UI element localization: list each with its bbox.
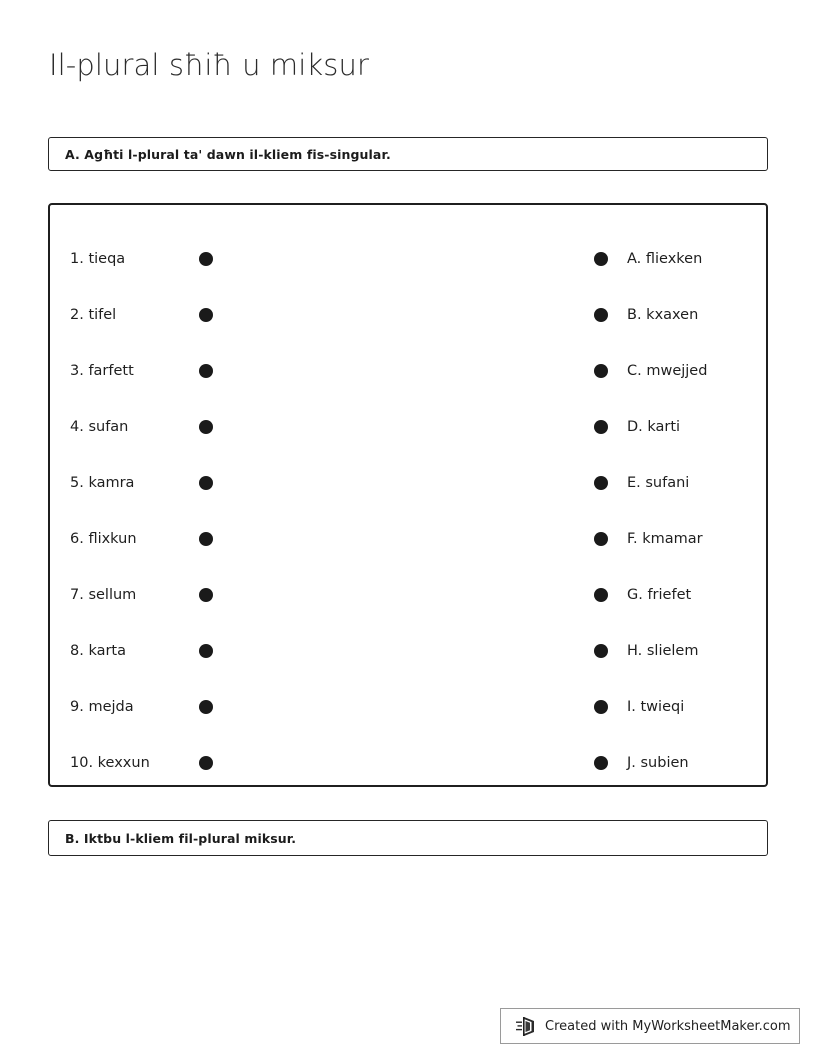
prompt-label: 10. kexxun (70, 755, 150, 771)
table-row (50, 399, 766, 455)
answer-label: J. subien (627, 755, 689, 771)
answer-cell (408, 755, 766, 771)
prompt-label: 6. flixkun (70, 531, 137, 547)
match-dot-right[interactable] (594, 532, 608, 546)
table-row (50, 567, 766, 623)
answer-cell (408, 643, 766, 659)
match-dot-left[interactable] (199, 588, 213, 602)
match-dot-left[interactable] (199, 644, 213, 658)
table-row (50, 343, 766, 399)
section-b-instruction-bar (48, 820, 768, 856)
match-dot-right[interactable] (594, 308, 608, 322)
match-dot-left[interactable] (199, 420, 213, 434)
section-b-instruction-text: B. Iktbu l-kliem fil-plural miksur. (65, 830, 297, 846)
match-dot-right[interactable] (594, 420, 608, 434)
answer-label: G. friefet (627, 587, 692, 603)
answer-label: D. karti (627, 419, 681, 435)
answer-label: I. twieqi (627, 699, 685, 715)
prompt-cell (50, 363, 408, 379)
prompt-label: 3. farfett (70, 363, 134, 379)
table-row (50, 231, 766, 287)
match-dot-left[interactable] (199, 532, 213, 546)
match-dot-right[interactable] (594, 756, 608, 770)
prompt-cell (50, 419, 408, 435)
prompt-cell (50, 643, 408, 659)
match-dot-left[interactable] (199, 756, 213, 770)
footer-attribution-text: Created with MyWorksheetMaker.com (545, 1018, 791, 1034)
match-dot-right[interactable] (594, 588, 608, 602)
prompt-cell (50, 699, 408, 715)
prompt-label: 4. sufan (70, 419, 129, 435)
match-dot-left[interactable] (199, 700, 213, 714)
table-row (50, 455, 766, 511)
matching-exercise-panel (48, 203, 768, 787)
prompt-label: 8. karta (70, 643, 127, 659)
answer-label: B. kxaxen (627, 307, 699, 323)
table-row (50, 511, 766, 567)
match-dot-left[interactable] (199, 476, 213, 490)
prompt-cell (50, 251, 408, 267)
prompt-cell (50, 307, 408, 323)
answer-label: A. fliexken (627, 251, 703, 267)
prompt-label: 5. kamra (70, 475, 135, 491)
prompt-cell (50, 755, 408, 771)
prompt-label: 2. tifel (70, 307, 117, 323)
answer-label: H. slielem (627, 643, 699, 659)
answer-cell (408, 363, 766, 379)
answer-cell (408, 475, 766, 491)
footer-attribution-badge[interactable] (500, 1008, 800, 1044)
match-dot-right[interactable] (594, 644, 608, 658)
match-dot-left[interactable] (199, 364, 213, 378)
table-row (50, 623, 766, 679)
prompt-label: 9. mejda (70, 699, 134, 715)
answer-cell (408, 587, 766, 603)
match-dot-right[interactable] (594, 700, 608, 714)
matching-rows (50, 205, 766, 791)
match-dot-right[interactable] (594, 252, 608, 266)
answer-label: F. kmamar (627, 531, 703, 547)
match-dot-left[interactable] (199, 308, 213, 322)
table-row (50, 679, 766, 735)
match-dot-left[interactable] (199, 252, 213, 266)
prompt-cell (50, 531, 408, 547)
section-a-instruction-text: A. Agħti l-plural ta' dawn il-kliem fis-singular. (65, 146, 391, 162)
pen-nib-icon (515, 1015, 537, 1037)
answer-cell (408, 531, 766, 547)
table-row (50, 287, 766, 343)
page-title: Il-plural sħiħ u miksur (49, 48, 369, 82)
table-row (50, 735, 766, 791)
match-dot-right[interactable] (594, 476, 608, 490)
answer-cell (408, 419, 766, 435)
answer-label: C. mwejjed (627, 363, 708, 379)
match-dot-right[interactable] (594, 364, 608, 378)
answer-cell (408, 307, 766, 323)
prompt-cell (50, 587, 408, 603)
prompt-label: 1. tieqa (70, 251, 126, 267)
answer-label: E. sufani (627, 475, 690, 491)
answer-cell (408, 251, 766, 267)
answer-cell (408, 699, 766, 715)
section-a-instruction-bar (48, 137, 768, 171)
prompt-label: 7. sellum (70, 587, 137, 603)
prompt-cell (50, 475, 408, 491)
